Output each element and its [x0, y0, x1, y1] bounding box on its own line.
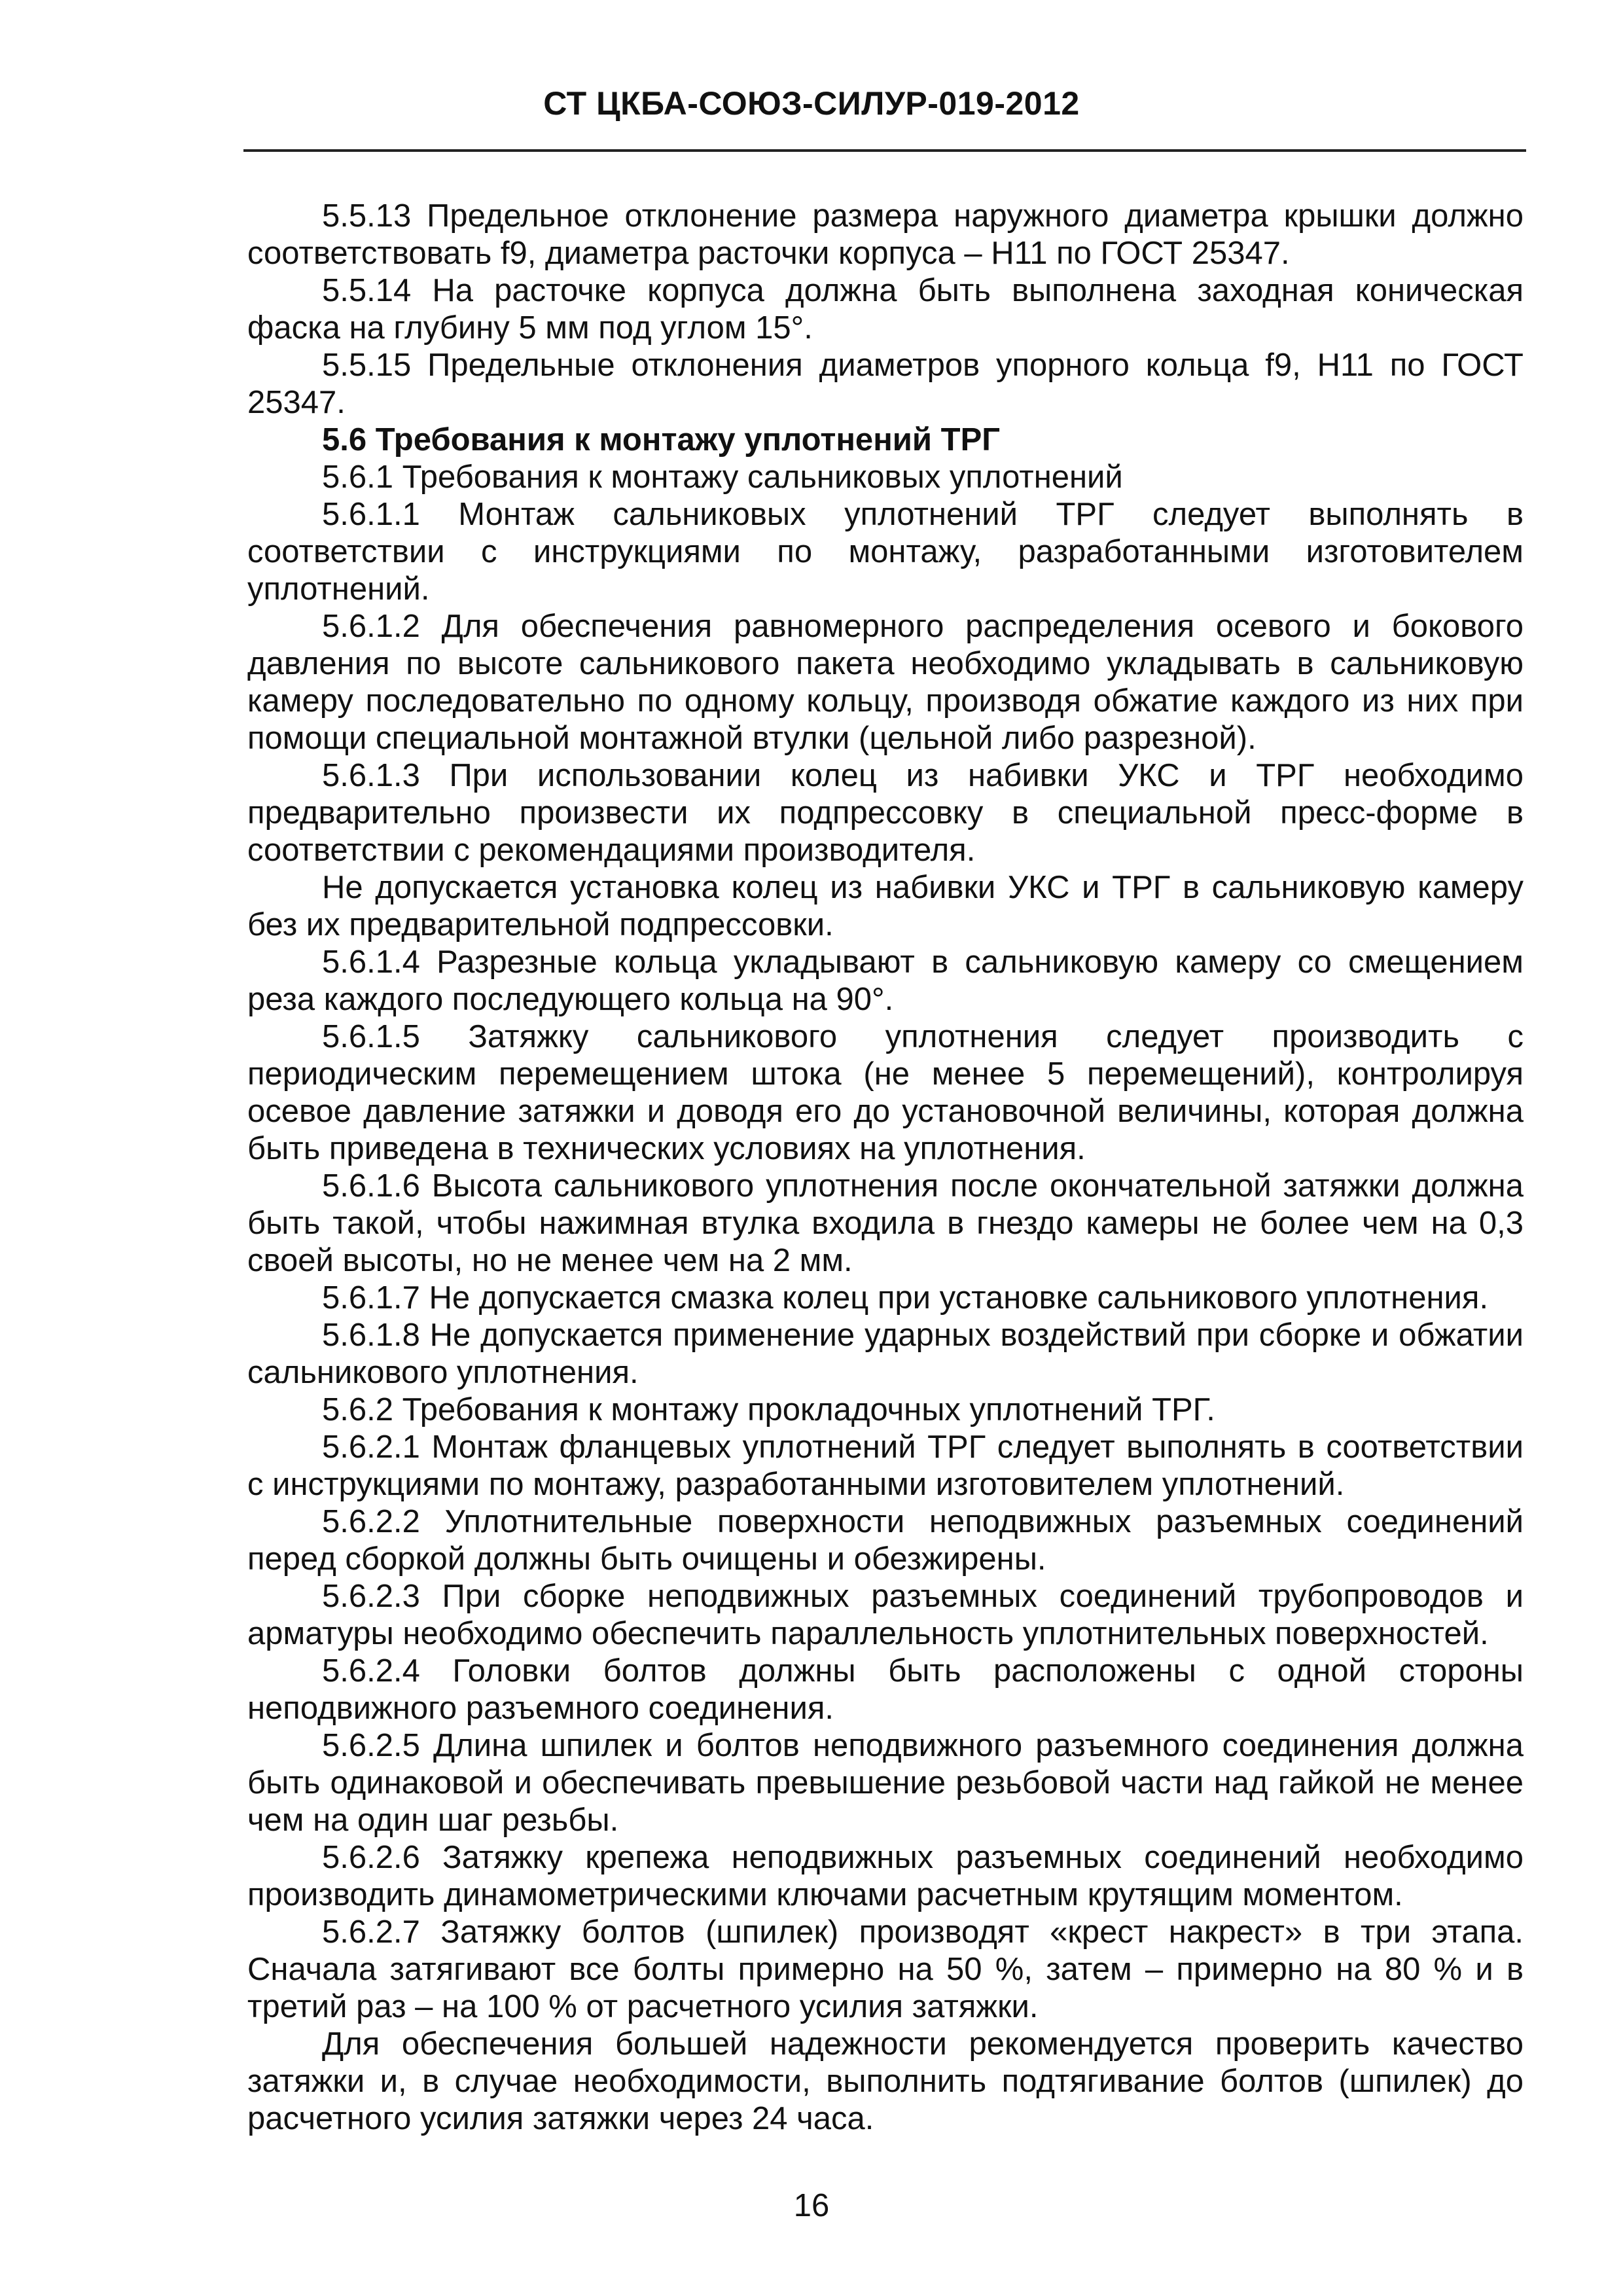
clause-5-6-1-4: 5.6.1.4 Разрезные кольца укладывают в сальниковую камеру со смещением реза каждого последующего кольца на 90°. — [247, 944, 1524, 1017]
document-code-header: СТ ЦКБА-СОЮЗ-СИЛУР-019-2012 — [543, 85, 1080, 122]
clause-5-6-1: 5.6.1 Требования к монтажу сальниковых уплотнений — [322, 459, 1123, 495]
clause-5-6-1-5: 5.6.1.5 Затяжку сальникового уплотнения следует производить с периодическим перемещением штока (не менее 5 перемещений), контролируя осевое давление затяжки и доводя его до установочной величины, которая должна быть приведена в технических условиях на уплотнения. — [247, 1019, 1524, 1166]
clause-5-5-15: 5.5.15 Предельные отклонения диаметров упорного кольца f9, H11 по ГОСТ 25347. — [247, 348, 1524, 420]
clause-5-6-2-7: 5.6.2.7 Затяжку болтов (шпилек) производят «крест накрест» в три этапа. Сначала затягивают все болты примерно на 50 %, затем – примерно на 80 % и в третий раз – на 100 % от расчетного усилия затяжки. — [247, 1914, 1524, 2024]
clause-5-6-1-8: 5.6.1.8 Не допускается применение ударных воздействий при сборке и обжатии сальникового уплотнения. — [247, 1318, 1524, 1390]
header-divider — [243, 149, 1526, 152]
clause-5-6-2-4: 5.6.2.4 Головки болтов должны быть расположены с одной стороны неподвижного разъемного соединения. — [247, 1653, 1524, 1726]
clause-5-6-2: 5.6.2 Требования к монтажу прокладочных уплотнений ТРГ. — [322, 1392, 1215, 1427]
section-5-6-heading: 5.6 Требования к монтажу уплотнений ТРГ — [322, 422, 1001, 457]
clause-5-6-2-2: 5.6.2.2 Уплотнительные поверхности неподвижных разъемных соединений перед сборкой должны быть очищены и обезжирены. — [247, 1504, 1524, 1577]
clause-5-6-2-1: 5.6.2.1 Монтаж фланцевых уплотнений ТРГ следует выполнять в соответствии с инструкциями по монтажу, разработанными изготовителем уплотнений. — [247, 1429, 1524, 1502]
clause-5-6-2-6: 5.6.2.6 Затяжку крепежа неподвижных разъемных соединений необходимо производить динамометрическими ключами расчетным крутящим моментом. — [247, 1840, 1524, 1912]
clause-5-6-1-3-note: Не допускается установка колец из набивки УКС и ТРГ в сальниковую камеру без их предварительной подпрессовки. — [247, 870, 1524, 942]
clause-5-6-2-5: 5.6.2.5 Длина шпилек и болтов неподвижного разъемного соединения должна быть одинаковой и обеспечивать превышение резьбовой части над гайкой не менее чем на один шаг резьбы. — [247, 1728, 1524, 1838]
clause-5-6-1-7: 5.6.1.7 Не допускается смазка колец при установке сальникового уплотнения. — [322, 1280, 1489, 1316]
clause-5-5-14: 5.5.14 На расточке корпуса должна быть выполнена заходная коническая фаска на глубину 5 мм под углом 15°. — [247, 273, 1524, 346]
document-body — [247, 198, 1524, 2138]
clause-5-6-1-6: 5.6.1.6 Высота сальникового уплотнения после окончательной затяжки должна быть такой, чтобы нажимная втулка входила в гнездо камеры не более чем на 0,3 своей высоты, но не менее чем на 2 мм. — [247, 1168, 1524, 1278]
clause-5-6-2-7-note: Для обеспечения большей надежности рекомендуется проверить качество затяжки и, в случае необходимости, выполнить подтягивание болтов (шпилек) до расчетного усилия затяжки через 24 часа. — [247, 2026, 1524, 2136]
clause-5-6-1-1: 5.6.1.1 Монтаж сальниковых уплотнений ТРГ следует выполнять в соответствии с инструкциями по монтажу, разработанными изготовителем уплотнений. — [247, 497, 1524, 607]
clause-5-6-2-3: 5.6.2.3 При сборке неподвижных разъемных соединений трубопроводов и арматуры необходимо обеспечить параллельность уплотнительных поверхностей. — [247, 1579, 1524, 1651]
page-number: 16 — [793, 2188, 830, 2223]
clause-5-5-13: 5.5.13 Предельное отклонение размера наружного диаметра крышки должно соответствовать f9, диаметра расточки корпуса – H11 по ГОСТ 25347. — [247, 198, 1524, 271]
clause-5-6-1-2: 5.6.1.2 Для обеспечения равномерного распределения осевого и бокового давления по высоте сальникового пакета необходимо укладывать в сальниковую камеру последовательно по одному кольцу, производя обжатие каждого из них при помощи специальной монтажной втулки (цельной либо разрезной). — [247, 609, 1524, 756]
clause-5-6-1-3: 5.6.1.3 При использовании колец из набивки УКС и ТРГ необходимо предварительно произвести их подпрессовку в специальной пресс-форме в соответствии с рекомендациями производителя. — [247, 758, 1524, 868]
